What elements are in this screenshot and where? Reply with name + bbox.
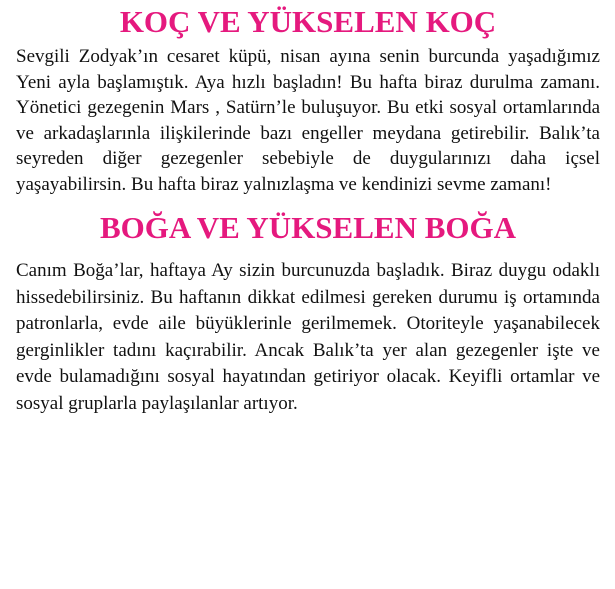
aries-section-text: Sevgili Zodyak’ın cesaret küpü, nisan ayına senin burcunda yaşadığımız Yeni ayla başlamıştık. Aya hızlı başladın! Bu hafta biraz durulma zamanı. Yönetici gezegenin Mars , Satürn’le buluşuyor. Bu etki sosyal ortamlarında ve arkadaşlarınla ilişkilerinde bazı engeller meydana getirebilir. Balık’ta seyreden diğer gezegenler sebebiyle de duygularınızı daha içsel yaşayabilirsin. Bu hafta biraz yalnızlaşma ve kendinizi sevme zamanı! [16, 46, 600, 195]
taurus-section-text: Canım Boğa’lar, haftaya Ay sizin burcunuzda başladık. Biraz duygu odaklı hissedebilirsiniz. Bu haftanın dikkat edilmesi gereken durumu iş ortamında patronlarla, evde aile büyüklerinle gerilmemek. Otoriteyle yaşanabilecek gerginlikler tadını kaçırabilir. Ancak Balık’ta yer alan gezegenler işte ve evde bulamadığını sosyal hayatından getiriyor olacak. Keyifli ortamlar ve sosyal gruplarla paylaşılanlar artıyor. [16, 260, 600, 414]
taurus-section-title: BOĞA VE YÜKSELEN BOĞA [99, 210, 517, 245]
aries-section-title: KOÇ VE YÜKSELEN KOÇ [119, 4, 497, 39]
